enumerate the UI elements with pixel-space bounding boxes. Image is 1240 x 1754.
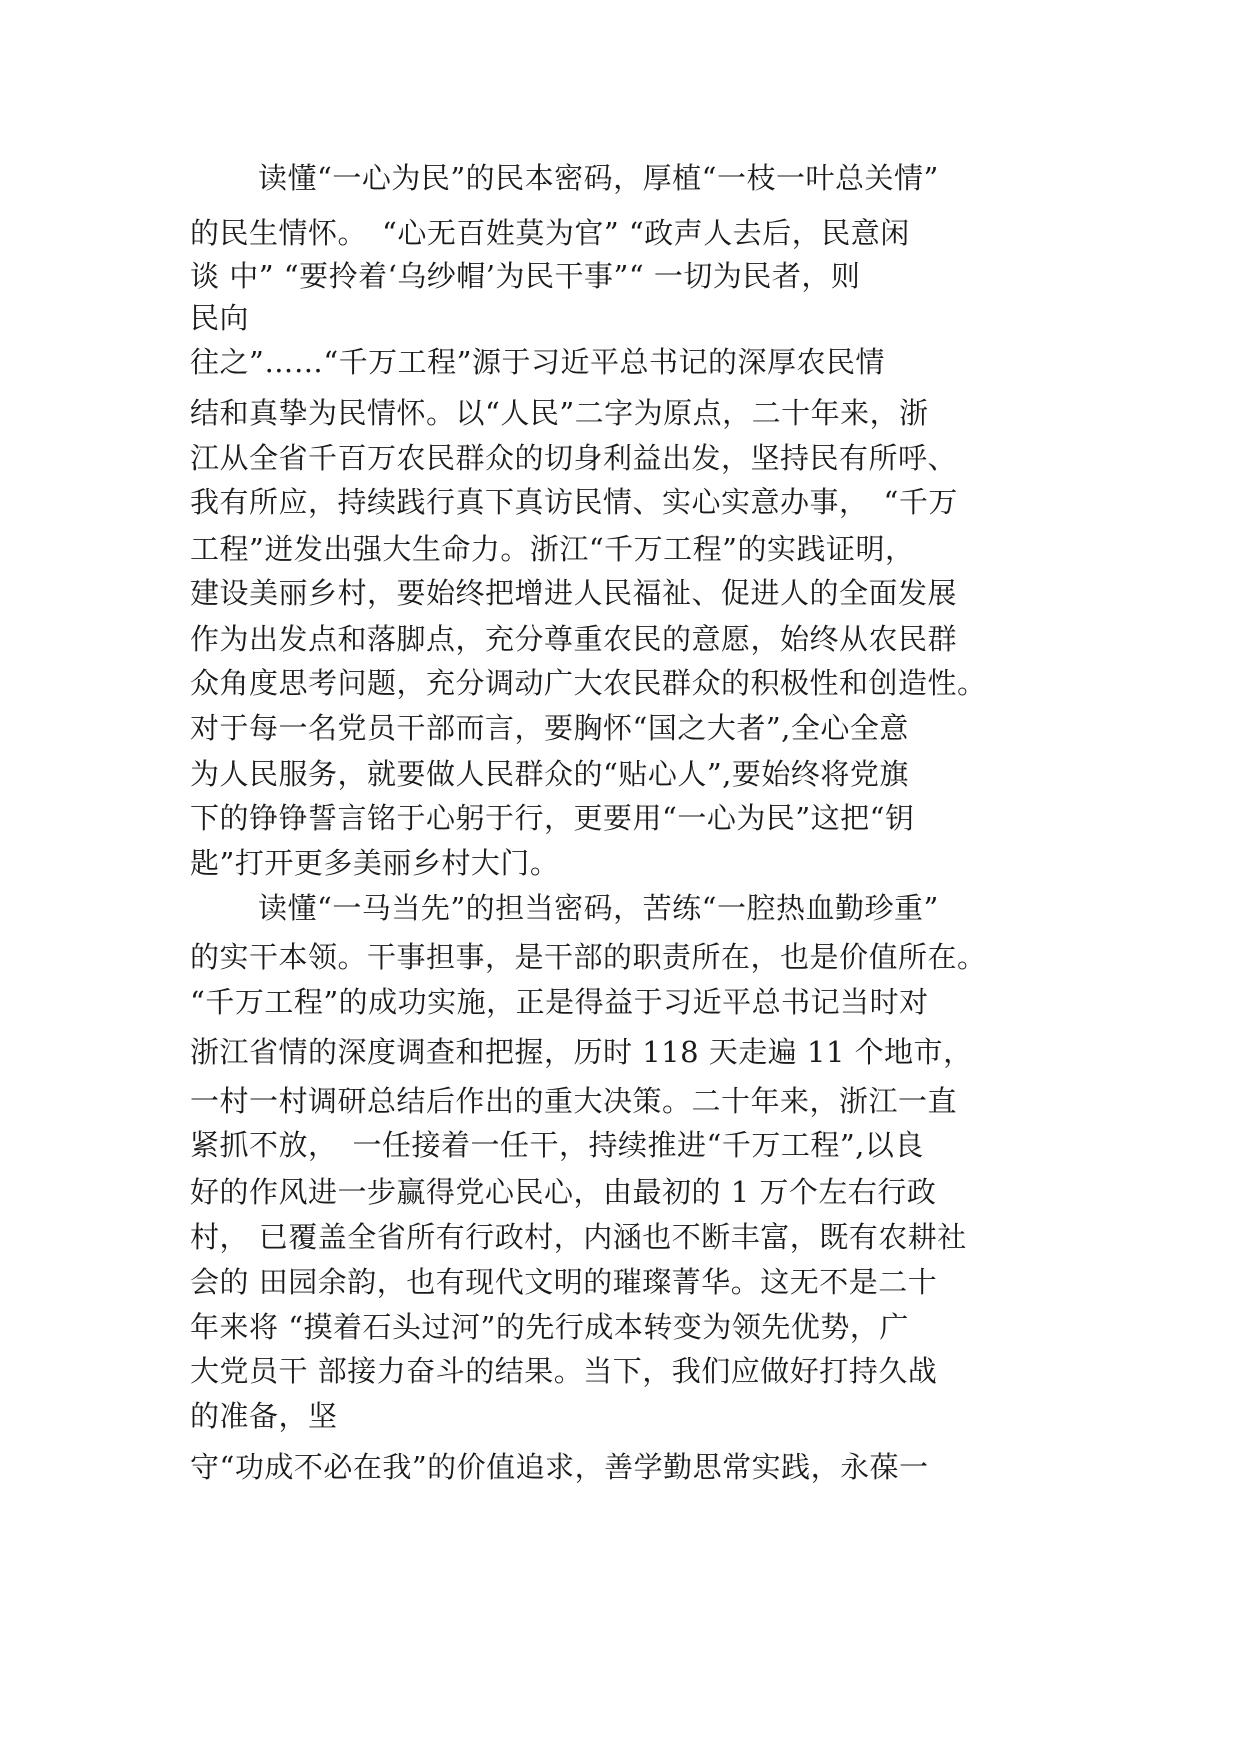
paragraph-2-line-13: 守“功成不必在我”的价值追求，善学勤思常实践，永葆一 <box>190 1450 929 1484</box>
paragraph-2-line-3: “千万工程”的成功实施，正是得益于习近平总书记当时对 <box>190 985 929 1019</box>
paragraph-1-line-13: 对于每一名党员干部而言，要胸怀“国之大者”,全心全意 <box>190 711 909 745</box>
paragraph-2-line-9: 会的 田园余韵，也有现代文明的璀璨菁华。这无不是二十 <box>190 1265 938 1299</box>
paragraph-2-line-10: 年来将 “摸着石头过河”的先行成本转变为领先优势，广 <box>190 1310 909 1344</box>
paragraph-1-line-9: 工程”迸发出强大生命力。浙江“千万工程”的实践证明， <box>190 532 915 566</box>
paragraph-1-line-8: 我有所应，持续践行真下真访民情、实心实意办事， “千万 <box>190 485 958 519</box>
paragraph-1-line-2: 的民生情怀。 “心无百姓莫为官” “政声人去后，民意闲 <box>190 216 910 250</box>
paragraph-2-line-2: 的实干本领。干事担事，是干部的职责所在，也是价值所在。 <box>190 940 987 974</box>
paragraph-1-line-4: 民向 <box>190 301 250 335</box>
paragraph-2-line-12: 的准备，坚 <box>190 1399 338 1433</box>
paragraph-2-line-4: 浙江省情的深度调查和把握，历时 118 天走遍 11 个地市， <box>190 1035 973 1069</box>
paragraph-2-line-1: 读懂“一马当先”的担当密码，苦练“一腔热血勤珍重” <box>258 891 939 925</box>
paragraph-1-line-5: 往之”……“千万工程”源于习近平总书记的深厚农民情 <box>190 345 885 379</box>
paragraph-2-line-7: 好的作风进一步赢得党心民心，由最初的 1 万个左右行政 <box>190 1175 937 1209</box>
paragraph-1-line-6: 结和真挚为民情怀。以“人民”二字为原点，二十年来，浙 <box>190 396 929 430</box>
paragraph-1-line-3: 谈 中” “要拎着‘乌纱帽’为民干事”“ 一切为民者，则 <box>190 259 861 293</box>
paragraph-1-line-16: 匙”打开更多美丽乡村大门。 <box>190 846 560 880</box>
paragraph-1-line-7: 江从全省千百万农民群众的切身利益出发，坚持民有所呼、 <box>190 441 958 475</box>
paragraph-1-line-14: 为人民服务，就要做人民群众的“贴心人”,要始终将党旗 <box>190 757 909 791</box>
paragraph-1-line-11: 作为出发点和落脚点，充分尊重农民的意愿，始终从农民群 <box>190 622 958 656</box>
paragraph-2-line-8: 村， 已覆盖全省所有行政村，内涵也不断丰富，既有农耕社 <box>190 1220 967 1254</box>
paragraph-1-line-15: 下的铮铮誓言铭于心躬于行，更要用“一心为民”这把“钥 <box>190 801 915 835</box>
paragraph-1-line-1: 读懂“一心为民”的民本密码，厚植“一枝一叶总关情” <box>258 161 939 195</box>
paragraph-2-line-11: 大党员干 部接力奋斗的结果。当下，我们应做好打持久战 <box>190 1354 938 1388</box>
paragraph-2-line-5: 一村一村调研总结后作出的重大决策。二十年来，浙江一直 <box>190 1084 958 1118</box>
paragraph-1-line-10: 建设美丽乡村，要始终把增进人民福祉、促进人的全面发展 <box>190 576 958 610</box>
paragraph-2-line-6: 紧抓不放， 一任接着一任干，持续推进“千万工程”,以良 <box>190 1128 924 1162</box>
paragraph-1-line-12: 众角度思考问题，充分调动广大农民群众的积极性和创造性。 <box>190 666 987 700</box>
